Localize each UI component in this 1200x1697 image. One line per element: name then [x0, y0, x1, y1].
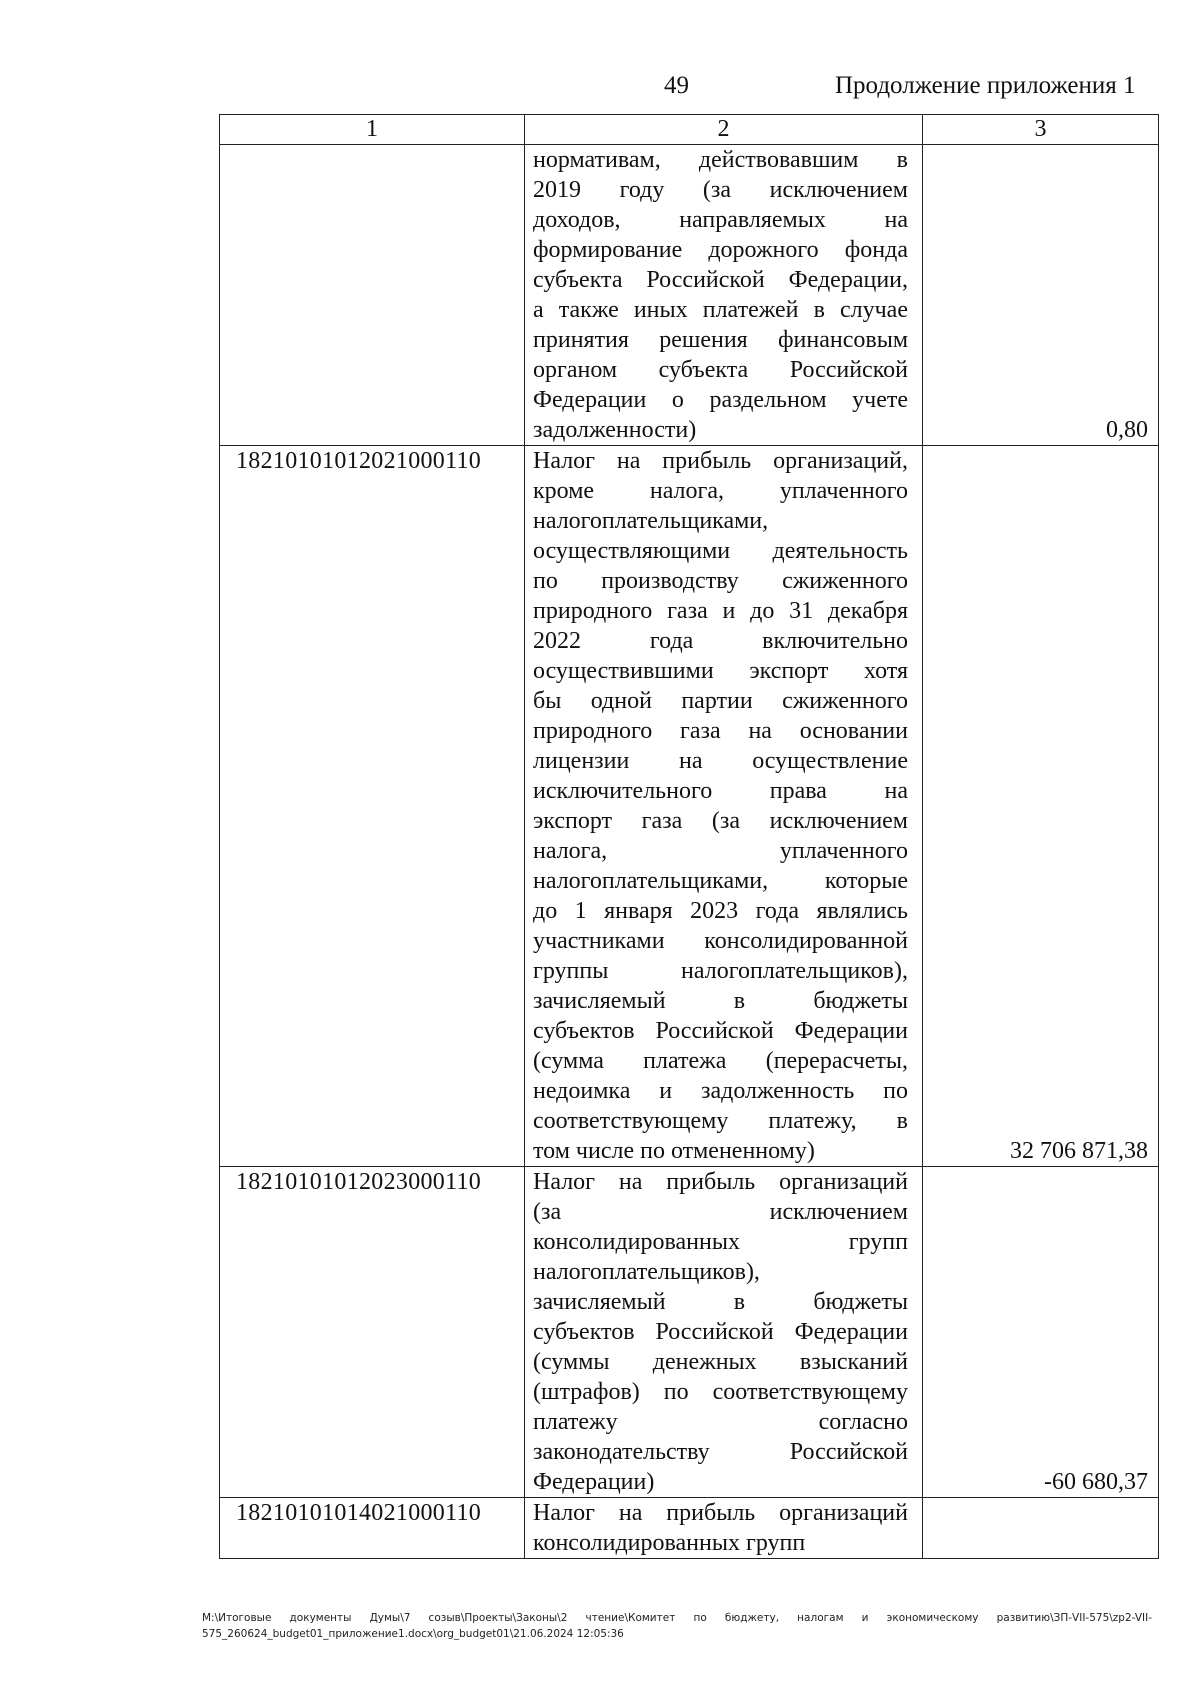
table-row	[220, 446, 1159, 1167]
description-line: субъектов Российской Федерации	[533, 1018, 908, 1044]
description-line: налогоплательщиками,	[533, 508, 769, 534]
description-line: (штрафов) по соответствующему	[533, 1379, 908, 1405]
page-number: 49	[664, 72, 689, 99]
description-line: осуществившими экспорт хотя	[533, 658, 908, 684]
description-line: Налог на прибыль организаций	[533, 1500, 908, 1526]
amount-value: -60 680,37	[923, 1167, 1159, 1498]
description-line: природного газа на основании	[533, 718, 908, 744]
column-number: 3	[923, 115, 1159, 145]
description-line: налогоплательщиков),	[533, 1259, 760, 1285]
table-row	[220, 145, 1159, 446]
table-row	[220, 1498, 1159, 1559]
column-number-row	[220, 115, 1159, 145]
description-line: том числе по отмененному)	[533, 1138, 815, 1164]
description-line: природного газа и до 31 декабря	[533, 598, 908, 624]
budget-code: 18210101012023000110	[220, 1167, 525, 1498]
income-description	[525, 1167, 923, 1498]
file-path-footer	[202, 1610, 1152, 1642]
description-line: консолидированных групп	[533, 1530, 806, 1556]
budget-table	[219, 114, 1159, 1559]
column-number: 2	[525, 115, 923, 145]
amount-value	[923, 1498, 1159, 1559]
file-path-line: 575_260624_budget01_приложение1.docx\org_budget01\21.06.2024 12:05:36	[202, 1628, 624, 1640]
description-line: экспорт газа (за исключением	[533, 808, 908, 834]
budget-code	[220, 145, 525, 446]
description-line: недоимка и задолженность по	[533, 1078, 908, 1104]
amount-value: 0,80	[923, 145, 1159, 446]
description-line: а также иных платежей в случае	[533, 297, 908, 323]
description-line: принятия решения финансовым	[533, 327, 908, 353]
description-line: (суммы денежных взысканий	[533, 1349, 908, 1375]
continuation-heading: Продолжение приложения 1	[835, 72, 1136, 99]
file-path-line: М:\Итоговые документы Думы\7 созыв\Проекты\Законы\2 чтение\Комитет по бюджету, налогам и экономическому развитию\ЗП-VII-575\zp2-VII-	[202, 1612, 1152, 1624]
description-line: Налог на прибыль организаций	[533, 1169, 908, 1195]
table-row	[220, 1167, 1159, 1498]
description-line: Налог на прибыль организаций,	[533, 448, 908, 474]
description-line: по производству сжиженного	[533, 568, 908, 594]
description-line: формирование дорожного фонда	[533, 237, 908, 263]
description-line: доходов, направляемых на	[533, 207, 908, 233]
description-line: субъектов Российской Федерации	[533, 1319, 908, 1345]
description-line: (сумма платежа (перерасчеты,	[533, 1048, 908, 1074]
income-description	[525, 1498, 923, 1559]
budget-code: 18210101012021000110	[220, 446, 525, 1167]
description-line: соответствующему платежу, в	[533, 1108, 908, 1134]
description-line: 2022 года включительно	[533, 628, 908, 654]
description-line: налогоплательщиками, которые	[533, 868, 908, 894]
description-line: Федерации)	[533, 1469, 655, 1495]
description-line: консолидированных групп	[533, 1229, 908, 1255]
description-line: исключительного права на	[533, 778, 908, 804]
description-line: нормативам, действовавшим в	[533, 147, 908, 173]
description-line: платежу согласно	[533, 1409, 908, 1435]
description-line: 2019 году (за исключением	[533, 177, 908, 203]
description-line: лицензии на осуществление	[533, 748, 908, 774]
description-line: кроме налога, уплаченного	[533, 478, 908, 504]
description-line: Федерации о раздельном учете	[533, 387, 908, 413]
description-line: законодательству Российской	[533, 1439, 908, 1465]
description-line: осуществляющими деятельность	[533, 538, 908, 564]
description-line: бы одной партии сжиженного	[533, 688, 908, 714]
description-line: до 1 января 2023 года являлись	[533, 898, 908, 924]
description-line: субъекта Российской Федерации,	[533, 267, 908, 293]
description-line: налога, уплаченного	[533, 838, 908, 864]
description-line: зачисляемый в бюджеты	[533, 1289, 908, 1315]
budget-code: 18210101014021000110	[220, 1498, 525, 1559]
income-description	[525, 145, 923, 446]
amount-value: 32 706 871,38	[923, 446, 1159, 1167]
description-line: (за исключением	[533, 1199, 908, 1225]
income-description	[525, 446, 923, 1167]
description-line: органом субъекта Российской	[533, 357, 908, 383]
description-line: группы налогоплательщиков),	[533, 958, 908, 984]
description-line: участниками консолидированной	[533, 928, 908, 954]
description-line: задолженности)	[533, 417, 697, 443]
column-number: 1	[220, 115, 525, 145]
description-line: зачисляемый в бюджеты	[533, 988, 908, 1014]
